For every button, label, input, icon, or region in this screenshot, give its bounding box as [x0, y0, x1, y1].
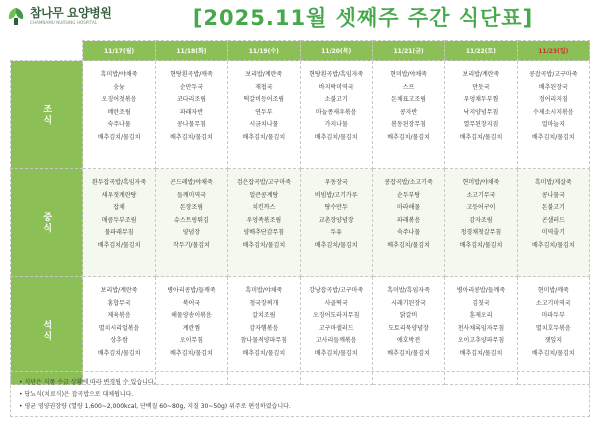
menu-item: 배추김치/물김치 [459, 241, 503, 249]
menu-item: 김칫국 [472, 299, 490, 307]
menu-item: 우엉족볶조림 [246, 216, 282, 224]
header [0, 0, 600, 36]
menu-item: 배추김치/물김치 [387, 133, 430, 141]
menu-item: 두유 [330, 229, 342, 236]
leaf-cross-icon [6, 6, 26, 26]
menu-item: 오징어도라지무침 [313, 312, 360, 319]
menu-cell [300, 169, 372, 277]
menu-item: 탕수만두 [324, 204, 348, 211]
menu-item: 소고기미역국 [535, 299, 571, 307]
menu-item: 순만두국 [179, 83, 204, 91]
menu-item: 콩잡곡밥/고구마죽 [529, 71, 578, 78]
hospital-name: 참나무 요양병원 [30, 5, 112, 20]
menu-item: 고구마샐러드 [318, 324, 354, 332]
menu-item: 물파래무침 [104, 229, 134, 236]
meal-label: 중식 [11, 169, 83, 277]
menu-item: 현미밥/야채죽 [390, 71, 427, 78]
hospital-subtitle: CHAMNAMU NURSING HOSPITAL [30, 19, 98, 25]
day-header: 11/22(토) [445, 41, 517, 61]
menu-item: 오징어젓볶음 [101, 96, 137, 103]
page-title: [2025.11월 셋째주 주간 식단표] [192, 6, 534, 30]
menu-item: 검은잡곡밥/고구마죽 [236, 179, 291, 186]
meal-row [11, 169, 590, 277]
menu-item: 얼큰콩계탕 [249, 191, 279, 199]
menu-cell [300, 61, 372, 169]
menu-cell [155, 277, 227, 385]
menu-item: 병아리콩밥/들깨죽 [167, 287, 216, 294]
hospital-logo[interactable] [6, 6, 111, 26]
menu-item: 해물양송이볶음 [171, 312, 212, 319]
menu-cell [445, 61, 517, 169]
menu-item: 작두기/물김치 [173, 241, 210, 249]
menu-item: 흑미밥/야채죽 [100, 71, 138, 78]
menu-cell [228, 169, 300, 277]
menu-cell [300, 277, 372, 385]
menu-item: 치킨까스 [252, 204, 276, 211]
menu-item: 돈불고기 [541, 204, 565, 211]
menu-item: 배추김치/물김치 [314, 241, 358, 249]
menu-item: 갈치조림 [252, 312, 276, 319]
menu-item: 우엉채두부찜 [463, 96, 499, 103]
menu-item: 열무된장지짐 [463, 121, 499, 128]
menu-item: 곤드레밥/야채죽 [170, 179, 213, 186]
menu-item: 마파두부 [541, 312, 565, 319]
menu-item: 계란찜 [182, 324, 201, 332]
menu-item: 멸치호두볶음 [535, 324, 571, 332]
menu-item: 바지락미역국 [318, 83, 354, 91]
menu-cell [517, 277, 589, 385]
menu-item: 우동장국 [324, 179, 348, 186]
menu-item: 숙주나물 [396, 229, 421, 236]
menu-item: 배추김치/물김치 [97, 133, 141, 141]
menu-item: 참나물적양파무침 [240, 337, 287, 344]
menu-item: 재첩국 [255, 83, 273, 91]
menu-item: 마라해물 [396, 204, 421, 211]
meal-label: 조식 [11, 61, 83, 169]
menu-cell [83, 61, 155, 169]
menu-item: 미역줄기 [541, 229, 565, 236]
menu-item: 곤샐러드 [541, 216, 565, 224]
menu-item: 고사리들깨볶음 [315, 337, 357, 344]
menu-item: 숙주나물 [107, 121, 131, 128]
weekly-menu-table [10, 40, 590, 385]
menu-cell [445, 277, 517, 385]
menu-cell [372, 169, 444, 277]
menu-item: 교촌장양념장 [318, 216, 354, 224]
menu-item: 콩나물무침 [176, 121, 206, 128]
menu-item: 콩나물국 [541, 191, 565, 199]
menu-cell [372, 61, 444, 169]
menu-item: 현미밥/야채죽 [462, 179, 500, 186]
note-item: • 당뇨식(치료식)은 잡곡밥으로 대체됩니다. [19, 391, 134, 398]
menu-cell [517, 61, 589, 169]
menu-item: 배추김치/물김치 [242, 133, 286, 141]
menu-item: 홍합무국 [107, 299, 131, 307]
menu-item: 보리밥/계란죽 [245, 71, 283, 78]
menu-item: 도토리묵양념장 [388, 324, 429, 332]
menu-item: 메란조림 [107, 108, 131, 116]
menu-item: 멸치시리얼볶음 [98, 324, 140, 332]
menu-item: 파래볶음 [396, 216, 421, 224]
day-header: 11/21(금) [372, 41, 444, 61]
menu-cell [83, 277, 155, 385]
note-item: • 평균 영양권장량 (열량 1,600~2,000kcal, 단백질 60~80g, 지질 30~50g) 위주로 편성하였습니다. [19, 403, 291, 410]
menu-item: 오이고추양파무침 [457, 337, 505, 344]
menu-item: 애호박전 [396, 337, 421, 344]
meal-row [11, 277, 590, 385]
menu-item: 천사채록임자무침 [457, 324, 505, 332]
menu-item: 배추된장국 [538, 83, 568, 91]
menu-item: 수제소시지볶음 [533, 108, 574, 116]
menu-item: 상추쌈 [110, 337, 128, 344]
menu-item: 청경채첫갈무침 [460, 229, 502, 236]
day-header: 11/18(화) [155, 41, 227, 61]
corner-cell [11, 41, 83, 61]
menu-item: 제육볶음 [107, 312, 131, 319]
menu-item: 연두부 [255, 108, 273, 116]
menu-item: 감자조림 [469, 216, 493, 224]
menu-item: 파래자반 [179, 108, 204, 116]
menu-item: 완두잡곡밥/흑임자죽 [91, 179, 147, 186]
menu-item: 시금치나물 [249, 121, 279, 128]
menu-item: 낙지양념무침 [463, 108, 499, 116]
menu-item: 현탕흰곡밥/흑임자죽 [309, 71, 364, 78]
menu-item: 청국장찌개 [249, 299, 279, 307]
menu-item: 훈제오리 [469, 312, 493, 319]
menu-item: 스프 [402, 83, 415, 91]
menu-item: 정어리지짐 [538, 96, 568, 103]
day-header-sunday: 11/23(일) [517, 41, 589, 61]
day-header: 11/17(월) [83, 41, 155, 61]
menu-item: 보리밥/계란죽 [100, 287, 138, 294]
menu-item: 슈스트링튀김 [174, 216, 209, 224]
menu-item: 흑미밥/게살죽 [534, 179, 572, 186]
menu-item: 비빔밥/고기가루 [314, 191, 358, 199]
menu-cell [83, 169, 155, 277]
menu-item: 배추김치/물김치 [532, 241, 575, 249]
menu-item: 배추김치/물김치 [314, 349, 358, 357]
menu-item: 흑미밥/흑임자죽 [387, 287, 430, 294]
menu-item: 만둣국 [472, 83, 490, 91]
menu-item: 배추김치/물김치 [170, 349, 213, 357]
menu-item: 돈장조림 [179, 204, 204, 211]
menu-item: 배추김치/물김치 [97, 349, 141, 357]
day-header: 11/20(목) [300, 41, 372, 61]
menu-item: 배추김치/물김치 [532, 133, 575, 141]
menu-item: 매콤두부조림 [101, 216, 137, 224]
menu-item: 순두부탕 [396, 191, 421, 199]
menu-item: 돈채표고조림 [391, 96, 426, 103]
menu-cell [228, 277, 300, 385]
menu-item: 보리밥/계란죽 [462, 71, 500, 78]
notes-box [10, 371, 590, 417]
menu-item: 마늘종새우볶음 [315, 108, 357, 116]
menu-item: 소고기무국 [466, 191, 496, 199]
menu-cell [155, 169, 227, 277]
menu-item: 배추김치/물김치 [314, 133, 358, 141]
menu-item: 시래기된장국 [391, 299, 426, 307]
menu-cell [228, 61, 300, 169]
menu-item: 양념장 [182, 229, 201, 236]
day-header: 11/19(수) [228, 41, 300, 61]
menu-item: 배추김치/물김치 [97, 241, 141, 249]
menu-item: 고등어구이 [466, 204, 496, 211]
menu-item: 사골떡국 [324, 299, 348, 307]
menu-item: 현탕흰곡밥/깨죽 [170, 71, 213, 78]
menu-item: 잡채 [113, 204, 125, 211]
menu-item: 소불고기 [324, 96, 348, 103]
menu-cell [155, 61, 227, 169]
note-item: • 식단은 식품 수급 상황에 따라 변경될 수 있습니다. [19, 379, 156, 386]
menu-item: 배추김치/물김치 [387, 349, 430, 357]
menu-item: 잿잎지 [544, 337, 562, 344]
menu-item: 양배추단감무침 [243, 229, 285, 236]
menu-item: 콩자반 [399, 108, 418, 116]
menu-item: 북어국 [182, 299, 201, 307]
menu-item: 코다리조림 [176, 96, 206, 103]
menu-item: 배추김치/물김치 [387, 241, 430, 249]
menu-item: 병아리콩밥/들깨죽 [456, 287, 506, 294]
menu-cell [517, 169, 589, 277]
menu-item: 콩잡곡밥/소고기죽 [384, 179, 433, 186]
menu-item: 배추김치/물김치 [532, 349, 575, 357]
menu-item: 배추김치/물김치 [459, 133, 503, 141]
menu-item: 현미밥/깨죽 [537, 287, 569, 294]
menu-item: 숭늉 [113, 83, 125, 91]
menu-cell [372, 277, 444, 385]
menu-cell [445, 169, 517, 277]
menu-item: 배추김치/물김치 [170, 133, 213, 141]
menu-item: 닭갈비 [399, 312, 418, 319]
menu-item: 감자햄볶음 [249, 324, 279, 332]
menu-item: 오이무침 [179, 337, 204, 344]
menu-item: 떡갈비등어조림 [243, 96, 285, 103]
menu-item: 흑미밥/야채죽 [245, 287, 283, 294]
menu-item: 얼마늘지 [541, 121, 565, 128]
menu-item: 배추김치/물김치 [242, 349, 286, 357]
menu-item: 새우젓계란탕 [101, 191, 137, 199]
day-header-row [11, 41, 590, 61]
menu-item: 배추김치/물김치 [242, 241, 286, 249]
meal-label: 석식 [11, 277, 83, 385]
menu-item: 봄동된장무침 [391, 121, 426, 128]
menu-item: 강낭잡곡밥/고구마죽 [309, 287, 364, 294]
menu-item: 배추김치/물김치 [459, 349, 503, 357]
menu-item: 들깨미역국 [176, 191, 206, 199]
menu-item: 가지나물 [324, 121, 348, 128]
meal-row [11, 61, 590, 169]
